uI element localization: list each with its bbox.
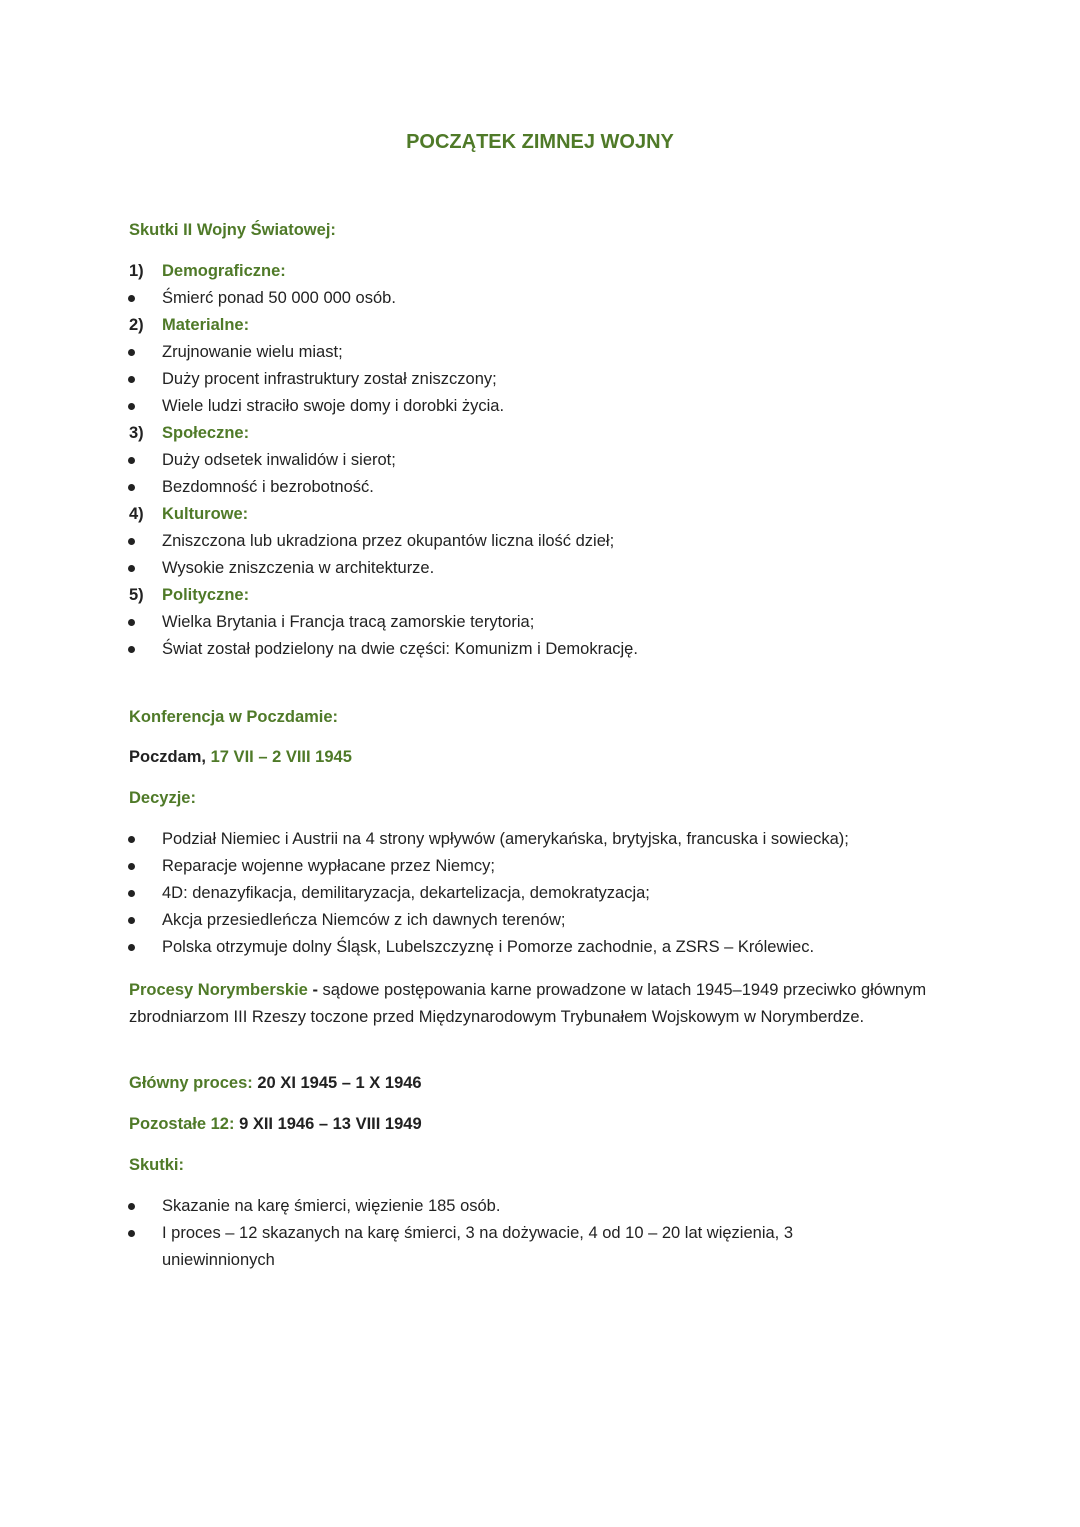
bullet-icon [128,457,135,464]
page-title: POCZĄTEK ZIMNEJ WOJNY [406,131,674,153]
nuremberg-definition-text: sądowe postępowania karne prowadzone w latach 1945–1949 przeciwko głównym zbrodniarzom III Rzeszy toczone przed Międzynarodowym Trybunałem Wojskowym w Norymberdze. [129,981,927,1026]
group-number: 5) [129,586,144,604]
bullet-icon [128,890,135,897]
group-label: Demograficzne: [162,262,286,280]
conference-place: Poczdam, [129,748,207,766]
conference-date-line [129,746,352,768]
decisions-heading: Decyzje: [129,789,196,807]
section-heading-effects: Skutki II Wojny Światowej: [129,221,336,239]
bullet-icon [128,863,135,870]
bullet-icon [128,944,135,951]
main-trial-label: Główny proces: [129,1074,253,1092]
list-item: Wysokie zniszczenia w architekturze. [162,559,435,577]
other-trials-dates: 9 XII 1946 – 13 VIII 1949 [239,1115,422,1133]
list-item: Świat został podzielony na dwie części: Komunizm i Demokrację. [162,640,638,658]
list-item: 4D: denazyfikacja, demilitaryzacja, dekartelizacja, demokratyzacja; [162,884,650,902]
bullet-icon [128,295,135,302]
group-label: Materialne: [162,316,250,334]
nuremberg-definition [129,977,929,1030]
bullet-icon [128,1230,135,1237]
main-trial-dates: 20 XI 1945 – 1 X 1946 [257,1074,422,1092]
nuremberg-term: Procesy Norymberskie [129,981,308,999]
group-label: Społeczne: [162,424,250,442]
main-trial-line [129,1072,422,1094]
group-number: 4) [129,505,144,523]
bullet-icon [128,349,135,356]
bullet-icon [128,1203,135,1210]
list-item-continuation: uniewinnionych [162,1251,275,1269]
list-item: Reparacje wojenne wypłacane przez Niemcy; [162,857,495,875]
bullet-icon [128,376,135,383]
list-item: Bezdomność i bezrobotność. [162,478,374,496]
list-item: Duży odsetek inwalidów i sierot; [162,451,396,469]
bullet-icon [128,646,135,653]
list-item: Skazanie na karę śmierci, więzienie 185 osób. [162,1197,501,1215]
effects-heading: Skutki: [129,1156,185,1174]
list-item: Polska otrzymuje dolny Śląsk, Lubelszczyznę i Pomorze zachodnie, a ZSRS – Królewiec. [162,938,815,956]
list-item: Wiele ludzi straciło swoje domy i dorobki życia. [162,397,505,415]
list-item: Wielka Brytania i Francja tracą zamorskie terytoria; [162,613,535,631]
other-trials-label: Pozostałe 12: [129,1115,235,1133]
group-number: 2) [129,316,144,334]
section-heading-potsdam: Konferencja w Poczdamie: [129,708,339,726]
bullet-icon [128,538,135,545]
list-item: Śmierć ponad 50 000 000 osób. [162,289,396,307]
group-number: 1) [129,262,144,280]
bullet-icon [128,836,135,843]
term-separator: - [307,981,323,999]
list-item: Duży procent infrastruktury został zniszczony; [162,370,497,388]
group-label: Kulturowe: [162,505,249,523]
group-number: 3) [129,424,144,442]
bullet-icon [128,917,135,924]
bullet-icon [128,619,135,626]
list-item: Podział Niemiec i Austrii na 4 strony wpływów (amerykańska, brytyjska, francuska i sowiecka); [162,830,849,848]
other-trials-line [129,1113,422,1135]
list-item: Akcja przesiedleńcza Niemców z ich dawnych terenów; [162,911,566,929]
list-item: I proces – 12 skazanych na karę śmierci, 3 na dożywacie, 4 od 10 – 20 lat więzienia, 3 [162,1224,794,1242]
list-item: Zniszczona lub ukradziona przez okupantów liczna ilość dzieł; [162,532,615,550]
list-item: Zrujnowanie wielu miast; [162,343,343,361]
bullet-icon [128,565,135,572]
group-label: Polityczne: [162,586,250,604]
bullet-icon [128,484,135,491]
conference-dates: 17 VII – 2 VIII 1945 [210,748,352,766]
bullet-icon [128,403,135,410]
